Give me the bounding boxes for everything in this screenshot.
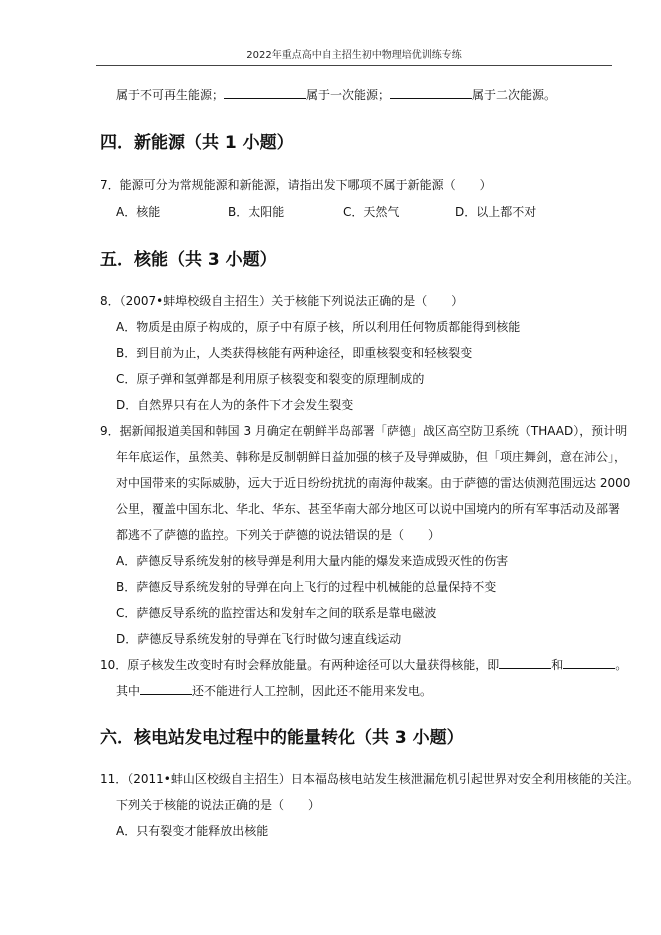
q10-text-d: 其中: [116, 684, 141, 698]
intro-line: [116, 86, 556, 103]
question-10-line-2: [116, 682, 432, 699]
q7-option-d: D．以上都不对: [455, 205, 537, 219]
question-9-stem-line: 对中国带来的实际威胁，远大于近日纷纷扰扰的南海仲裁案。由于萨德的雷达侦测范围远达 2000: [116, 476, 631, 490]
q11-option-a: A．只有裂变才能释放出核能: [116, 824, 269, 838]
question-7-stem: 7．能源可分为常规能源和新能源，请指出发下哪项不属于新能源（ ）: [100, 178, 492, 192]
q9-option-d: D．萨德反导系统发射的导弹在飞行时做匀速直线运动: [116, 632, 402, 646]
answer-blank[interactable]: [499, 656, 551, 669]
section-title-nuclear-energy: 五．核能（共 3 小题）: [100, 250, 277, 270]
intro-text-b: 属于一次能源；: [306, 88, 391, 102]
answer-blank[interactable]: [140, 682, 192, 695]
answer-blank[interactable]: [224, 86, 306, 99]
q8-option-d: D．自然界只有在人为的条件下才会发生裂变: [116, 398, 354, 412]
q9-option-b: B．萨德反导系统发射的导弹在向上飞行的过程中机械能的总量保持不变: [116, 580, 497, 594]
question-9-stem-line: 公里，覆盖中国东北、华北、华东、甚至华南大部分地区可以说中国境内的所有军事活动及部署: [116, 502, 621, 516]
intro-text-a: 属于不可再生能源；: [116, 88, 225, 102]
q8-option-c: C．原子弹和氢弹都是利用原子核裂变和裂变的原理制成的: [116, 372, 425, 386]
q10-text-c: 。: [615, 658, 628, 672]
question-10-line-1: [100, 656, 627, 673]
question-9-stem-line: 都逃不了萨德的监控。下列关于萨德的说法错误的是（ ）: [116, 528, 441, 542]
q8-option-a: A．物质是由原子构成的，原子中有原子核，所以利用任何物质都能得到核能: [116, 320, 521, 334]
question-9-stem-line: 年年底运作，虽然美、韩称是反制朝鲜日益加强的核子及导弹威胁，但「项庄舞剑，意在沛公」，: [116, 450, 627, 464]
question-11-stem-cont: 下列关于核能的说法正确的是（ ）: [116, 798, 321, 812]
q9-option-a: A．萨德反导系统发射的核导弹是利用大量内能的爆发来造成毁灭性的伤害: [116, 554, 509, 568]
q10-text-e: 还不能进行人工控制，因此还不能用来发电。: [192, 684, 433, 698]
q10-text-b: 和: [551, 658, 564, 672]
question-8-stem: 8．（2007•蚌埠校级自主招生）关于核能下列说法正确的是（ ）: [100, 294, 464, 308]
question-9-stem-line: 9．据新闻报道美国和韩国 3 月确定在朝鲜半岛部署「萨德」战区高空防卫系统（THAAD），预计明: [100, 424, 628, 438]
q9-option-c: C．萨德反导系统的监控雷达和发射车之间的联系是靠电磁波: [116, 606, 437, 620]
intro-text-c: 属于二次能源。: [472, 88, 557, 102]
q7-option-c: C．天然气: [343, 205, 400, 219]
page-header: 2022年重点高中自主招生初中物理培优训练专练: [96, 46, 612, 66]
q7-option-b: B．太阳能: [228, 205, 285, 219]
q8-option-b: B．到目前为止，人类获得核能有两种途径，即重核裂变和轻核裂变: [116, 346, 473, 360]
section-title-new-energy: 四．新能源（共 1 小题）: [100, 133, 294, 153]
answer-blank[interactable]: [563, 656, 615, 669]
answer-blank[interactable]: [390, 86, 472, 99]
question-11-stem: 11．（2011•蚌山区校级自主招生）日本福岛核电站发生核泄漏危机引起世界对安全利用核能的关注。: [100, 772, 639, 786]
q7-option-a: A．核能: [116, 205, 161, 219]
section-title-power-station: 六．核电站发电过程中的能量转化（共 3 小题）: [100, 728, 464, 748]
q10-text-a: 10．原子核发生改变时有时会释放能量。有两种途径可以大量获得核能，即: [100, 658, 500, 672]
